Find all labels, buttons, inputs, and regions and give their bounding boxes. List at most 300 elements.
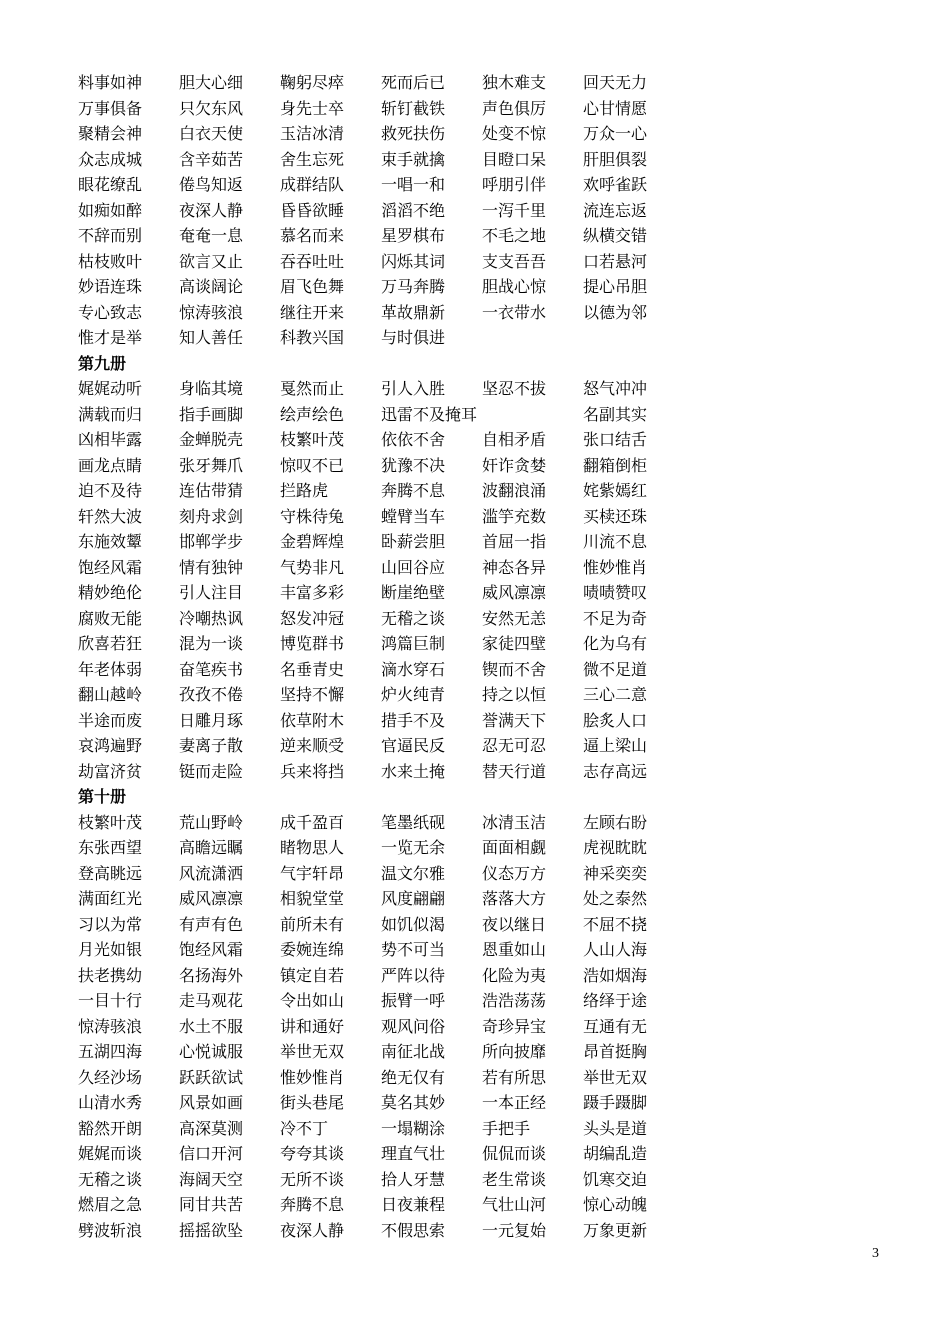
idiom-cell: 众志成城 [78, 149, 143, 169]
section-title-9: 第九册 [78, 353, 127, 373]
idiom-cell: 流连忘返 [583, 200, 648, 220]
idiom-cell: 化险为夷 [482, 965, 547, 985]
idiom-row [78, 376, 698, 402]
idiom-cell: 安然无恙 [482, 608, 547, 628]
page-number: 3 [872, 1246, 879, 1261]
idiom-cell: 炉火纯青 [381, 685, 446, 704]
idiom-cell [583, 325, 684, 351]
idiom-row [78, 504, 698, 530]
idiom-cell: 惟才是举 [78, 328, 143, 347]
idiom-cell: 冷嘲热讽 [179, 608, 244, 628]
idiom-cell: 逆来顺受 [280, 736, 345, 755]
idiom-cell: 昂首挺胸 [583, 1042, 648, 1061]
idiom-row [78, 1218, 698, 1244]
idiom-cell: 鸿篇巨制 [381, 634, 446, 653]
idiom-cell: 波翻浪涌 [482, 481, 547, 500]
idiom-cell: 依草附木 [280, 710, 345, 730]
idiom-cell: 措手不及 [381, 710, 446, 730]
idiom-cell: 一目十行 [78, 991, 143, 1010]
idiom-cell: 志存高远 [583, 761, 648, 781]
idiom-row [78, 249, 698, 275]
idiom-row [78, 861, 698, 887]
idiom-cell: 威风凛凛 [179, 889, 244, 908]
idiom-cell: 浩浩荡荡 [482, 991, 547, 1010]
idiom-cell: 博览群书 [280, 634, 345, 653]
idiom-cell: 满面红光 [78, 889, 143, 908]
idiom-cell: 提心吊胆 [583, 277, 648, 296]
idiom-cell: 继往开来 [280, 302, 345, 322]
idiom-cell: 山回谷应 [381, 557, 446, 577]
idiom-row [78, 1167, 698, 1193]
idiom-cell: 络绎于途 [583, 991, 648, 1010]
idiom-cell: 兵来将挡 [280, 761, 345, 781]
idiom-cell: 闪烁其词 [381, 251, 446, 271]
idiom-cell: 指手画脚 [179, 404, 244, 424]
idiom-cell: 锲而不舍 [482, 659, 547, 679]
idiom-cell: 拦路虎 [280, 481, 329, 500]
idiom-cell: 振臂一呼 [381, 991, 446, 1010]
idiom-cell: 气壮山河 [482, 1195, 547, 1214]
idiom-cell: 一塌糊涂 [381, 1118, 446, 1138]
idiom-cell: 惊心动魄 [583, 1195, 648, 1214]
idiom-cell: 料事如神 [78, 73, 143, 92]
idiom-row [78, 606, 698, 632]
idiom-cell: 刻舟求剑 [179, 506, 244, 526]
idiom-cell: 蹑手蹑脚 [583, 1093, 648, 1112]
idiom-row [78, 810, 698, 836]
idiom-row [78, 427, 698, 453]
idiom-cell: 坚忍不拔 [482, 379, 547, 398]
idiom-row [78, 1039, 698, 1065]
idiom-cell: 金蝉脱壳 [179, 430, 244, 449]
idiom-cell: 口若悬河 [583, 251, 648, 271]
idiom-cell: 饱经风霜 [78, 557, 143, 577]
idiom-cell: 奄奄一息 [179, 226, 244, 245]
idiom-cell: 老生常谈 [482, 1169, 547, 1189]
idiom-cell: 饱经风霜 [179, 940, 244, 959]
idiom-row [78, 1014, 698, 1040]
idiom-cell: 娓娓而谈 [78, 1144, 143, 1163]
idiom-cell: 前所未有 [280, 914, 345, 934]
idiom-cell: 丰富多彩 [280, 583, 345, 602]
idiom-cell: 枯枝败叶 [78, 251, 143, 271]
idiom-cell: 邯郸学步 [179, 532, 244, 551]
idiom-cell: 惊涛骇浪 [179, 302, 244, 322]
idiom-cell: 夸夸其谈 [280, 1144, 345, 1163]
idiom-cell: 吞吞吐吐 [280, 251, 345, 271]
idiom-cell: 不屈不挠 [583, 914, 648, 934]
idiom-cell: 凶相毕露 [78, 430, 143, 449]
idiom-cell: 无稽之谈 [78, 1169, 143, 1189]
idiom-cell: 慕名而来 [280, 226, 345, 245]
idiom-cell: 年老体弱 [78, 659, 143, 679]
idiom-cell: 胆战心惊 [482, 277, 547, 296]
idiom-cell: 一泻千里 [482, 200, 547, 220]
idiom-cell: 画龙点睛 [78, 455, 143, 475]
idiom-cell: 断崖绝壁 [381, 583, 446, 602]
idiom-cell: 滔滔不绝 [381, 200, 446, 220]
idiom-cell: 鞠躬尽瘁 [280, 73, 345, 92]
idiom-row [78, 963, 698, 989]
idiom-row [78, 1090, 698, 1116]
idiom-cell: 无所不谈 [280, 1169, 345, 1189]
idiom-cell: 风度翩翩 [381, 889, 446, 908]
idiom-cell: 风景如画 [179, 1093, 244, 1112]
idiom-cell: 张口结舌 [583, 430, 648, 449]
idiom-cell: 聚精会神 [78, 124, 143, 143]
idiom-cell: 微不足道 [583, 659, 648, 679]
idiom-cell: 气势非凡 [280, 557, 345, 577]
idiom-row [78, 529, 698, 555]
idiom-cell: 枝繁叶茂 [78, 812, 143, 832]
idiom-cell: 犹豫不决 [381, 455, 446, 475]
idiom-cell: 迅雷不及掩耳 [381, 404, 478, 424]
idiom-cell: 夜以继日 [482, 914, 547, 934]
idiom-cell: 心甘情愿 [583, 98, 648, 118]
idiom-cell: 万事俱备 [78, 98, 143, 118]
idiom-cell: 哀鸿遍野 [78, 736, 143, 755]
idiom-cell: 左顾右盼 [583, 812, 648, 832]
idiom-cell: 莫名其妙 [381, 1093, 446, 1112]
idiom-cell: 专心致志 [78, 302, 143, 322]
idiom-cell: 自相矛盾 [482, 430, 547, 449]
idiom-row [78, 402, 698, 428]
idiom-cell: 逼上梁山 [583, 736, 648, 755]
idiom-cell: 拾人牙慧 [381, 1169, 446, 1189]
idiom-cell: 孜孜不倦 [179, 685, 244, 704]
idiom-cell: 脍炙人口 [583, 710, 648, 730]
idiom-cell: 处之泰然 [583, 889, 648, 908]
idiom-cell: 高谈阔论 [179, 277, 244, 296]
idiom-cell: 呼朋引伴 [482, 175, 547, 194]
idiom-cell: 神采奕奕 [583, 863, 648, 883]
idiom-row [78, 733, 698, 759]
idiom-cell: 戛然而止 [280, 379, 345, 398]
idiom-cell: 无稽之谈 [381, 608, 446, 628]
idiom-cell: 一本正经 [482, 1093, 547, 1112]
idiom-row [78, 325, 698, 351]
idiom-cell: 举世无双 [280, 1042, 345, 1061]
idiom-row [78, 1141, 698, 1167]
idiom-cell: 娓娓动听 [78, 379, 143, 398]
idiom-cell: 不足为奇 [583, 608, 648, 628]
idiom-cell: 令出如山 [280, 991, 345, 1010]
idiom-row [78, 682, 698, 708]
idiom-table-section-10 [78, 810, 698, 1244]
idiom-cell: 惊涛骇浪 [78, 1016, 143, 1036]
idiom-cell: 惟妙惟肖 [280, 1067, 345, 1087]
idiom-cell: 白衣天使 [179, 124, 244, 143]
idiom-cell: 滴水穿石 [381, 659, 446, 679]
idiom-cell: 首屈一指 [482, 532, 547, 551]
idiom-cell: 家徒四壁 [482, 634, 547, 653]
idiom-cell: 名扬海外 [179, 965, 244, 985]
idiom-cell: 委婉连绵 [280, 940, 345, 959]
idiom-cell: 成千盈百 [280, 812, 345, 832]
idiom-cell: 如饥似渴 [381, 914, 446, 934]
idiom-cell: 劈波斩浪 [78, 1220, 143, 1240]
idiom-cell: 山清水秀 [78, 1093, 143, 1112]
idiom-table-top [78, 70, 698, 351]
idiom-row [78, 1116, 698, 1142]
idiom-row [78, 300, 698, 326]
idiom-cell: 南征北战 [381, 1042, 446, 1061]
idiom-cell: 笔墨纸砚 [381, 812, 446, 832]
idiom-row [78, 453, 698, 479]
idiom-cell: 习以为常 [78, 914, 143, 934]
idiom-cell: 死而后已 [381, 73, 446, 92]
idiom-cell: 人山人海 [583, 940, 648, 959]
idiom-cell: 坚持不懈 [280, 685, 345, 704]
idiom-row [78, 759, 698, 785]
idiom-cell: 名副其实 [583, 404, 648, 424]
idiom-cell: 翻山越岭 [78, 685, 143, 704]
idiom-cell: 卧薪尝胆 [381, 532, 446, 551]
idiom-cell: 怒气冲冲 [583, 379, 648, 398]
idiom-cell: 知人善任 [179, 328, 244, 347]
idiom-cell: 劫富济贫 [78, 761, 143, 781]
idiom-row [78, 1192, 698, 1218]
idiom-cell: 威风凛凛 [482, 583, 547, 602]
idiom-row [78, 988, 698, 1014]
idiom-row [78, 912, 698, 938]
idiom-cell: 半途而废 [78, 710, 143, 730]
idiom-cell: 眼花缭乱 [78, 175, 143, 194]
idiom-cell: 欣喜若狂 [78, 634, 143, 653]
idiom-cell: 观风问俗 [381, 1016, 446, 1036]
idiom-cell: 水土不服 [179, 1016, 244, 1036]
idiom-cell: 啧啧赞叹 [583, 583, 648, 602]
idiom-cell: 姹紫嫣红 [583, 481, 648, 500]
idiom-cell: 神态各异 [482, 557, 547, 577]
idiom-cell: 日夜兼程 [381, 1195, 446, 1214]
idiom-cell: 月光如银 [78, 940, 143, 959]
idiom-row [78, 555, 698, 581]
idiom-cell: 斩钉截铁 [381, 98, 446, 118]
idiom-row [78, 835, 698, 861]
idiom-cell: 螳臂当车 [381, 506, 446, 526]
idiom-row [78, 631, 698, 657]
idiom-cell: 面面相觑 [482, 838, 547, 857]
idiom-row [78, 580, 698, 606]
idiom-cell: 街头巷尾 [280, 1093, 345, 1112]
idiom-cell: 五湖四海 [78, 1042, 143, 1061]
idiom-cell: 玉洁冰清 [280, 124, 345, 143]
idiom-cell: 不辞而别 [78, 226, 143, 245]
idiom-cell: 身临其境 [179, 379, 244, 398]
idiom-cell: 声色俱厉 [482, 98, 547, 118]
idiom-cell: 所向披靡 [482, 1042, 547, 1061]
idiom-cell: 心悦诚服 [179, 1042, 244, 1061]
idiom-cell: 不毛之地 [482, 226, 547, 245]
idiom-cell: 东施效颦 [78, 532, 143, 551]
idiom-cell: 气宇轩昂 [280, 863, 345, 883]
idiom-cell: 誉满天下 [482, 710, 547, 730]
idiom-row [78, 147, 698, 173]
idiom-cell: 惊叹不已 [280, 455, 345, 475]
idiom-cell: 夜深人静 [280, 1220, 345, 1240]
idiom-cell: 冷不丁 [280, 1118, 329, 1138]
idiom-cell: 严阵以待 [381, 965, 446, 985]
idiom-cell: 温文尔雅 [381, 863, 446, 883]
idiom-cell: 摇摇欲坠 [179, 1220, 244, 1240]
idiom-cell: 燃眉之急 [78, 1195, 143, 1214]
idiom-list [78, 70, 698, 1243]
idiom-cell: 互通有无 [583, 1016, 648, 1036]
idiom-cell: 回天无力 [583, 73, 648, 92]
idiom-cell: 冰清玉洁 [482, 812, 547, 832]
idiom-cell: 替天行道 [482, 761, 547, 781]
idiom-cell: 精妙绝伦 [78, 583, 143, 602]
idiom-cell: 高瞻远瞩 [179, 838, 244, 857]
idiom-cell: 奇珍异宝 [482, 1016, 547, 1036]
idiom-cell: 只欠东风 [179, 98, 244, 118]
idiom-cell: 官逼民反 [381, 736, 446, 755]
idiom-cell: 欲言又止 [179, 251, 244, 271]
idiom-cell: 身先士卒 [280, 98, 345, 118]
idiom-cell: 奋笔疾书 [179, 659, 244, 679]
idiom-cell: 胆大心细 [179, 73, 244, 92]
idiom-cell: 独木难支 [482, 73, 547, 92]
idiom-cell: 金碧辉煌 [280, 532, 345, 551]
idiom-cell: 惟妙惟肖 [583, 557, 648, 577]
idiom-cell: 与时俱进 [381, 328, 446, 347]
idiom-cell: 胡编乱造 [583, 1144, 648, 1163]
idiom-row [78, 70, 698, 96]
idiom-cell: 如痴如醉 [78, 200, 143, 220]
idiom-cell: 名垂青史 [280, 659, 345, 679]
idiom-cell: 手把手 [482, 1118, 531, 1138]
idiom-cell: 眉飞色舞 [280, 277, 345, 296]
idiom-cell: 绘声绘色 [280, 404, 345, 424]
idiom-cell: 张牙舞爪 [179, 455, 244, 475]
idiom-cell: 肝胆俱裂 [583, 149, 648, 169]
idiom-cell: 倦鸟知返 [179, 175, 244, 194]
idiom-cell: 信口开河 [179, 1144, 244, 1163]
idiom-cell: 持之以恒 [482, 685, 547, 704]
idiom-cell: 化为乌有 [583, 634, 648, 653]
idiom-cell: 一览无余 [381, 838, 446, 857]
idiom-cell: 绝无仅有 [381, 1067, 446, 1087]
idiom-cell: 昏昏欲睡 [280, 200, 345, 220]
idiom-cell: 怒发冲冠 [280, 608, 345, 628]
idiom-cell: 星罗棋布 [381, 226, 446, 245]
idiom-cell [482, 325, 583, 351]
idiom-row [78, 96, 698, 122]
idiom-cell: 成群结队 [280, 175, 345, 194]
idiom-row [78, 886, 698, 912]
idiom-cell: 舍生忘死 [280, 149, 345, 169]
idiom-cell: 处变不惊 [482, 124, 547, 143]
idiom-cell: 迫不及待 [78, 481, 143, 500]
idiom-cell: 买椟还珠 [583, 506, 648, 526]
idiom-row [78, 223, 698, 249]
idiom-cell: 欢呼雀跃 [583, 175, 648, 194]
idiom-cell: 万象更新 [583, 1220, 648, 1240]
idiom-cell: 东张西望 [78, 838, 143, 857]
idiom-cell: 纵横交错 [583, 226, 648, 245]
idiom-cell: 翻箱倒柜 [583, 455, 648, 475]
idiom-cell: 情有独钟 [179, 557, 244, 577]
idiom-cell: 万马奔腾 [381, 277, 446, 296]
idiom-cell: 久经沙场 [78, 1067, 143, 1087]
idiom-row [78, 1065, 698, 1091]
idiom-cell: 目瞪口呆 [482, 149, 547, 169]
idiom-cell: 依依不舍 [381, 430, 446, 449]
idiom-cell: 守株待兔 [280, 506, 345, 526]
idiom-row [78, 274, 698, 300]
idiom-cell: 川流不息 [583, 532, 648, 551]
idiom-cell: 铤而走险 [179, 761, 244, 781]
idiom-cell: 饥寒交迫 [583, 1169, 648, 1189]
idiom-cell: 睹物思人 [280, 838, 345, 857]
idiom-cell: 海阔天空 [179, 1169, 244, 1189]
idiom-row [78, 657, 698, 683]
idiom-cell: 一唱一和 [381, 175, 446, 194]
idiom-cell: 高深莫测 [179, 1118, 244, 1138]
idiom-cell: 连估带猜 [179, 481, 244, 500]
idiom-cell: 走马观花 [179, 991, 244, 1010]
section-title-10: 第十册 [78, 787, 127, 806]
idiom-cell: 不假思索 [381, 1220, 446, 1240]
idiom-cell: 镇定自若 [280, 965, 345, 985]
idiom-cell: 奔腾不息 [381, 481, 446, 500]
idiom-cell: 荒山野岭 [179, 812, 244, 832]
idiom-cell: 恩重如山 [482, 940, 547, 959]
idiom-cell: 势不可当 [381, 940, 446, 959]
idiom-row [78, 708, 698, 734]
idiom-row [78, 172, 698, 198]
idiom-cell: 滥竽充数 [482, 506, 547, 526]
idiom-cell: 奸诈贪婪 [482, 455, 547, 475]
idiom-cell: 登高眺远 [78, 863, 143, 883]
idiom-cell: 引人入胜 [381, 379, 446, 398]
idiom-cell: 虎视眈眈 [583, 838, 648, 857]
idiom-table-section-9 [78, 376, 698, 784]
idiom-cell: 妙语连珠 [78, 277, 143, 296]
idiom-cell: 枝繁叶茂 [280, 430, 345, 449]
idiom-cell: 三心二意 [583, 685, 648, 704]
idiom-cell: 侃侃而谈 [482, 1144, 547, 1163]
idiom-cell: 理直气壮 [381, 1144, 446, 1163]
idiom-row [78, 198, 698, 224]
idiom-cell: 仪态万方 [482, 863, 547, 883]
idiom-cell [482, 402, 583, 428]
idiom-cell: 跃跃欲试 [179, 1067, 244, 1087]
idiom-cell: 含辛茹苦 [179, 149, 244, 169]
idiom-cell: 夜深人静 [179, 200, 244, 220]
idiom-cell: 万众一心 [583, 124, 648, 143]
idiom-cell: 一元复始 [482, 1220, 547, 1240]
idiom-cell: 豁然开朗 [78, 1118, 143, 1138]
idiom-cell: 水来土掩 [381, 761, 446, 781]
idiom-cell: 支支吾吾 [482, 251, 547, 271]
idiom-cell: 同甘共苦 [179, 1195, 244, 1214]
idiom-cell: 满载而归 [78, 404, 143, 424]
idiom-cell: 妻离子散 [179, 736, 244, 755]
idiom-cell: 举世无双 [583, 1067, 648, 1087]
idiom-cell: 头头是道 [583, 1118, 648, 1138]
idiom-cell: 轩然大波 [78, 506, 143, 526]
idiom-cell: 落落大方 [482, 889, 547, 908]
idiom-row [78, 478, 698, 504]
idiom-cell: 相貌堂堂 [280, 889, 345, 908]
idiom-row [78, 937, 698, 963]
idiom-cell: 救死扶伤 [381, 124, 446, 143]
idiom-cell: 引人注目 [179, 583, 244, 602]
idiom-cell: 扶老携幼 [78, 965, 143, 985]
idiom-cell: 混为一谈 [179, 634, 244, 653]
